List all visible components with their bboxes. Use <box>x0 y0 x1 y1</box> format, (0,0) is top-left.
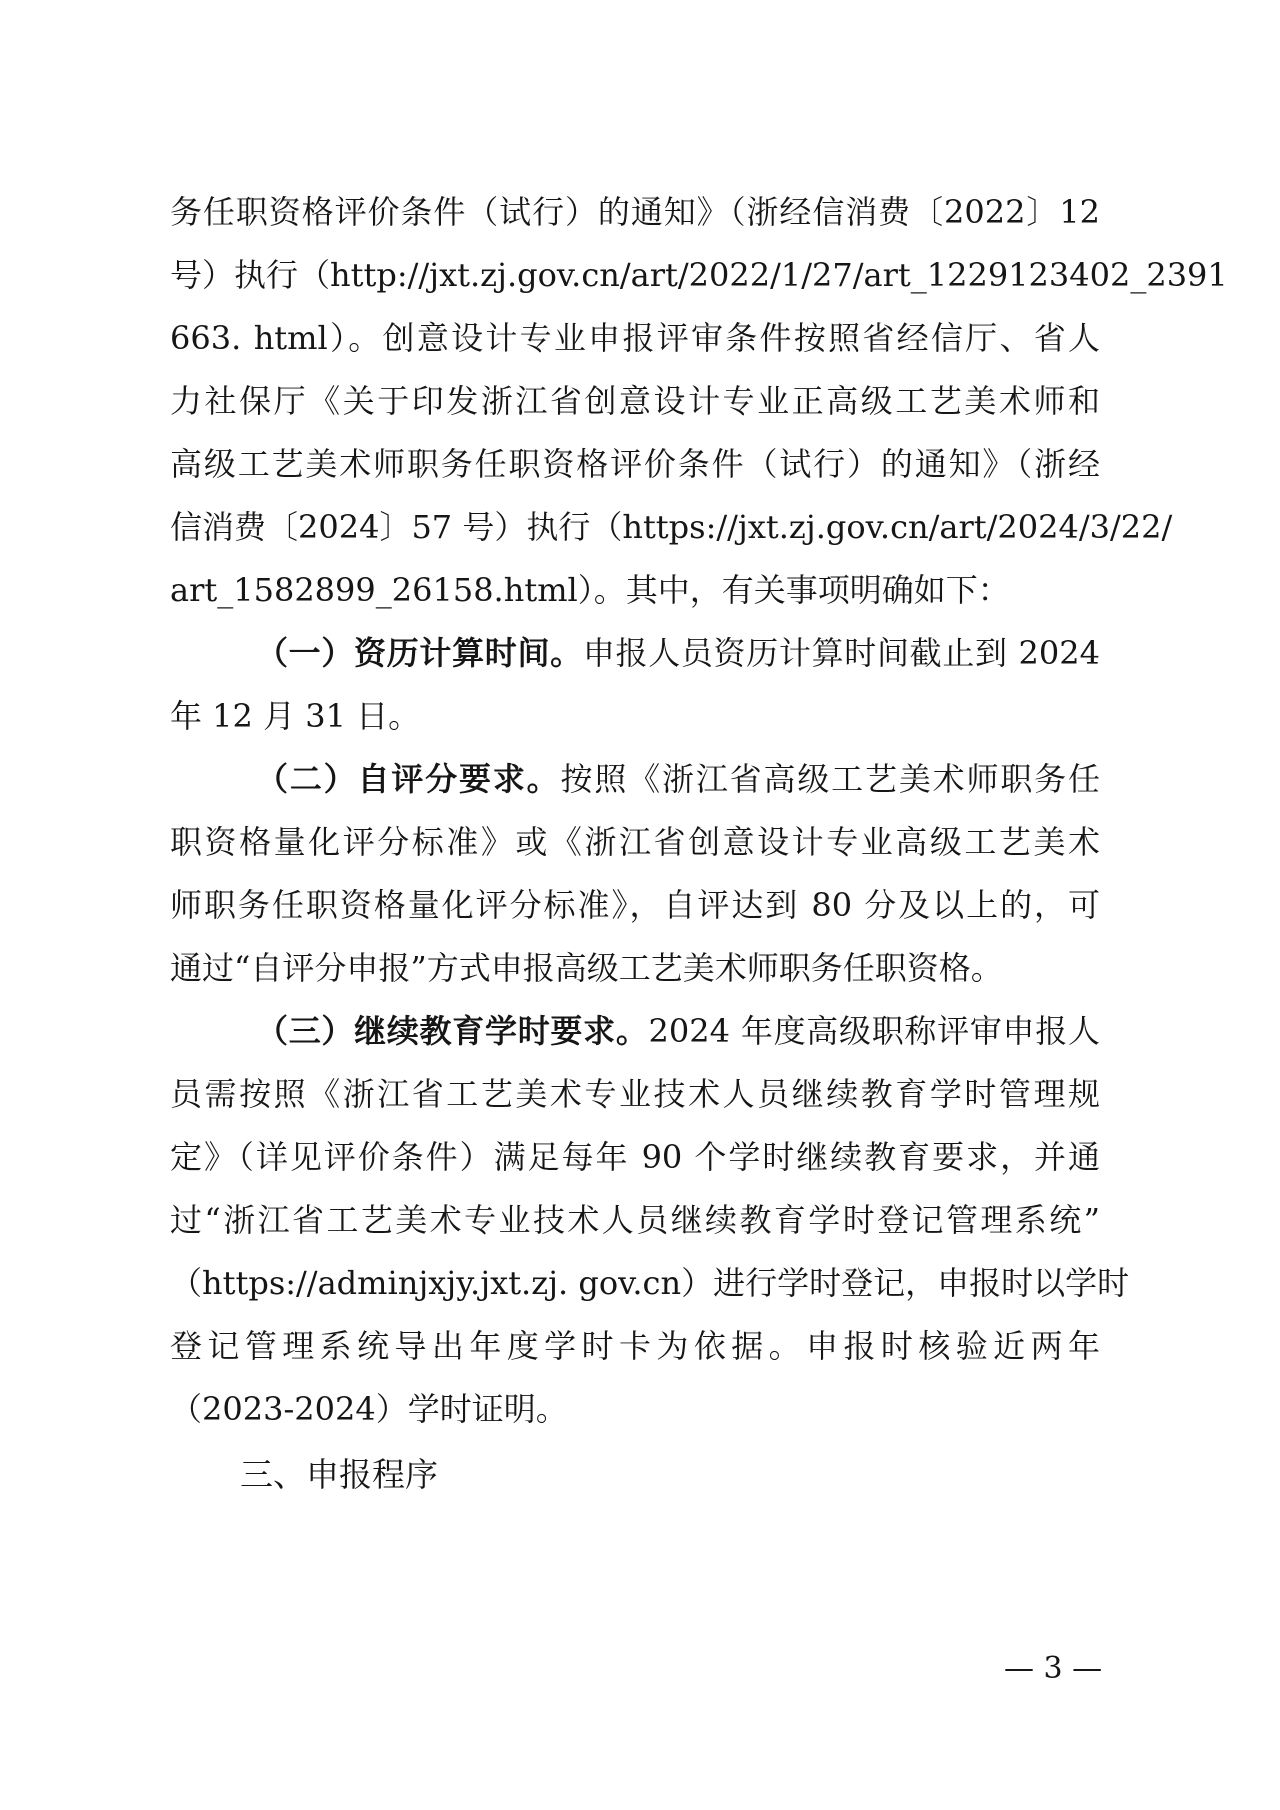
paragraph-line: 务任职资格评价条件（试行）的通知》（浙经信消费〔2022〕12 <box>170 193 1100 231</box>
item-2-label: （二）自评分要求。 <box>256 760 561 798</box>
item-3-line: （2023-2024）学时证明。 <box>170 1390 568 1428</box>
page-number: — 3 — <box>1004 1651 1103 1686</box>
item-1-first-line <box>256 633 1100 673</box>
item-3-label: （三）继续教育学时要求。 <box>256 1012 649 1050</box>
item-3-line: 登记管理系统导出年度学时卡为依据。申报时核验近两年 <box>170 1327 1100 1365</box>
item-3-line: 过“浙江省工艺美术专业技术人员继续教育学时登记管理系统” <box>170 1201 1100 1239</box>
item-2-first-line <box>256 759 1100 799</box>
item-3-line: 员需按照《浙江省工艺美术专业技术人员继续教育学时管理规 <box>170 1075 1100 1113</box>
item-3-line: 定》（详见评价条件）满足每年 90 个学时继续教育要求，并通 <box>170 1138 1100 1176</box>
item-2-line: 师职务任职资格量化评分标准》，自评达到 80 分及以上的，可 <box>170 886 1100 924</box>
item-1-line: 年 12 月 31 日。 <box>170 697 421 735</box>
item-1-label: （一）资历计算时间。 <box>256 634 583 672</box>
paragraph-line: 号）执行（http://jxt.zj.gov.cn/art/2022/1/27/art_1229123402_2391 <box>170 256 1228 294</box>
item-3-line: （https://adminjxjy.jxt.zj. gov.cn）进行学时登记，申报时以学时 <box>170 1264 1130 1302</box>
item-2-line: 职资格量化评分标准》或《浙江省创意设计专业高级工艺美术 <box>170 823 1100 861</box>
paragraph-line: 力社保厅《关于印发浙江省创意设计专业正高级工艺美术师和 <box>170 382 1100 420</box>
paragraph-line: 663. html）。创意设计专业申报评审条件按照省经信厅、省人 <box>170 319 1100 357</box>
paragraph-line: art_1582899_26158.html）。其中，有关事项明确如下： <box>170 571 1010 609</box>
item-3-text: 2024 年度高级职称评审申报人 <box>648 1012 1100 1050</box>
paragraph-line: 高级工艺美术师职务任职资格评价条件（试行）的通知》（浙经 <box>170 445 1100 483</box>
item-3-first-line <box>256 1011 1100 1051</box>
item-2-text: 按照《浙江省高级工艺美术师职务任 <box>560 760 1100 798</box>
section-heading: 三、申报程序 <box>240 1455 438 1494</box>
paragraph-line: 信消费〔2024〕57 号）执行（https://jxt.zj.gov.cn/art/2024/3/22/ <box>170 508 1173 546</box>
item-1-text: 申报人员资历计算时间截止到 2024 <box>582 634 1100 672</box>
item-2-line: 通过“自评分申报”方式申报高级工艺美术师职务任职资格。 <box>170 949 1003 987</box>
